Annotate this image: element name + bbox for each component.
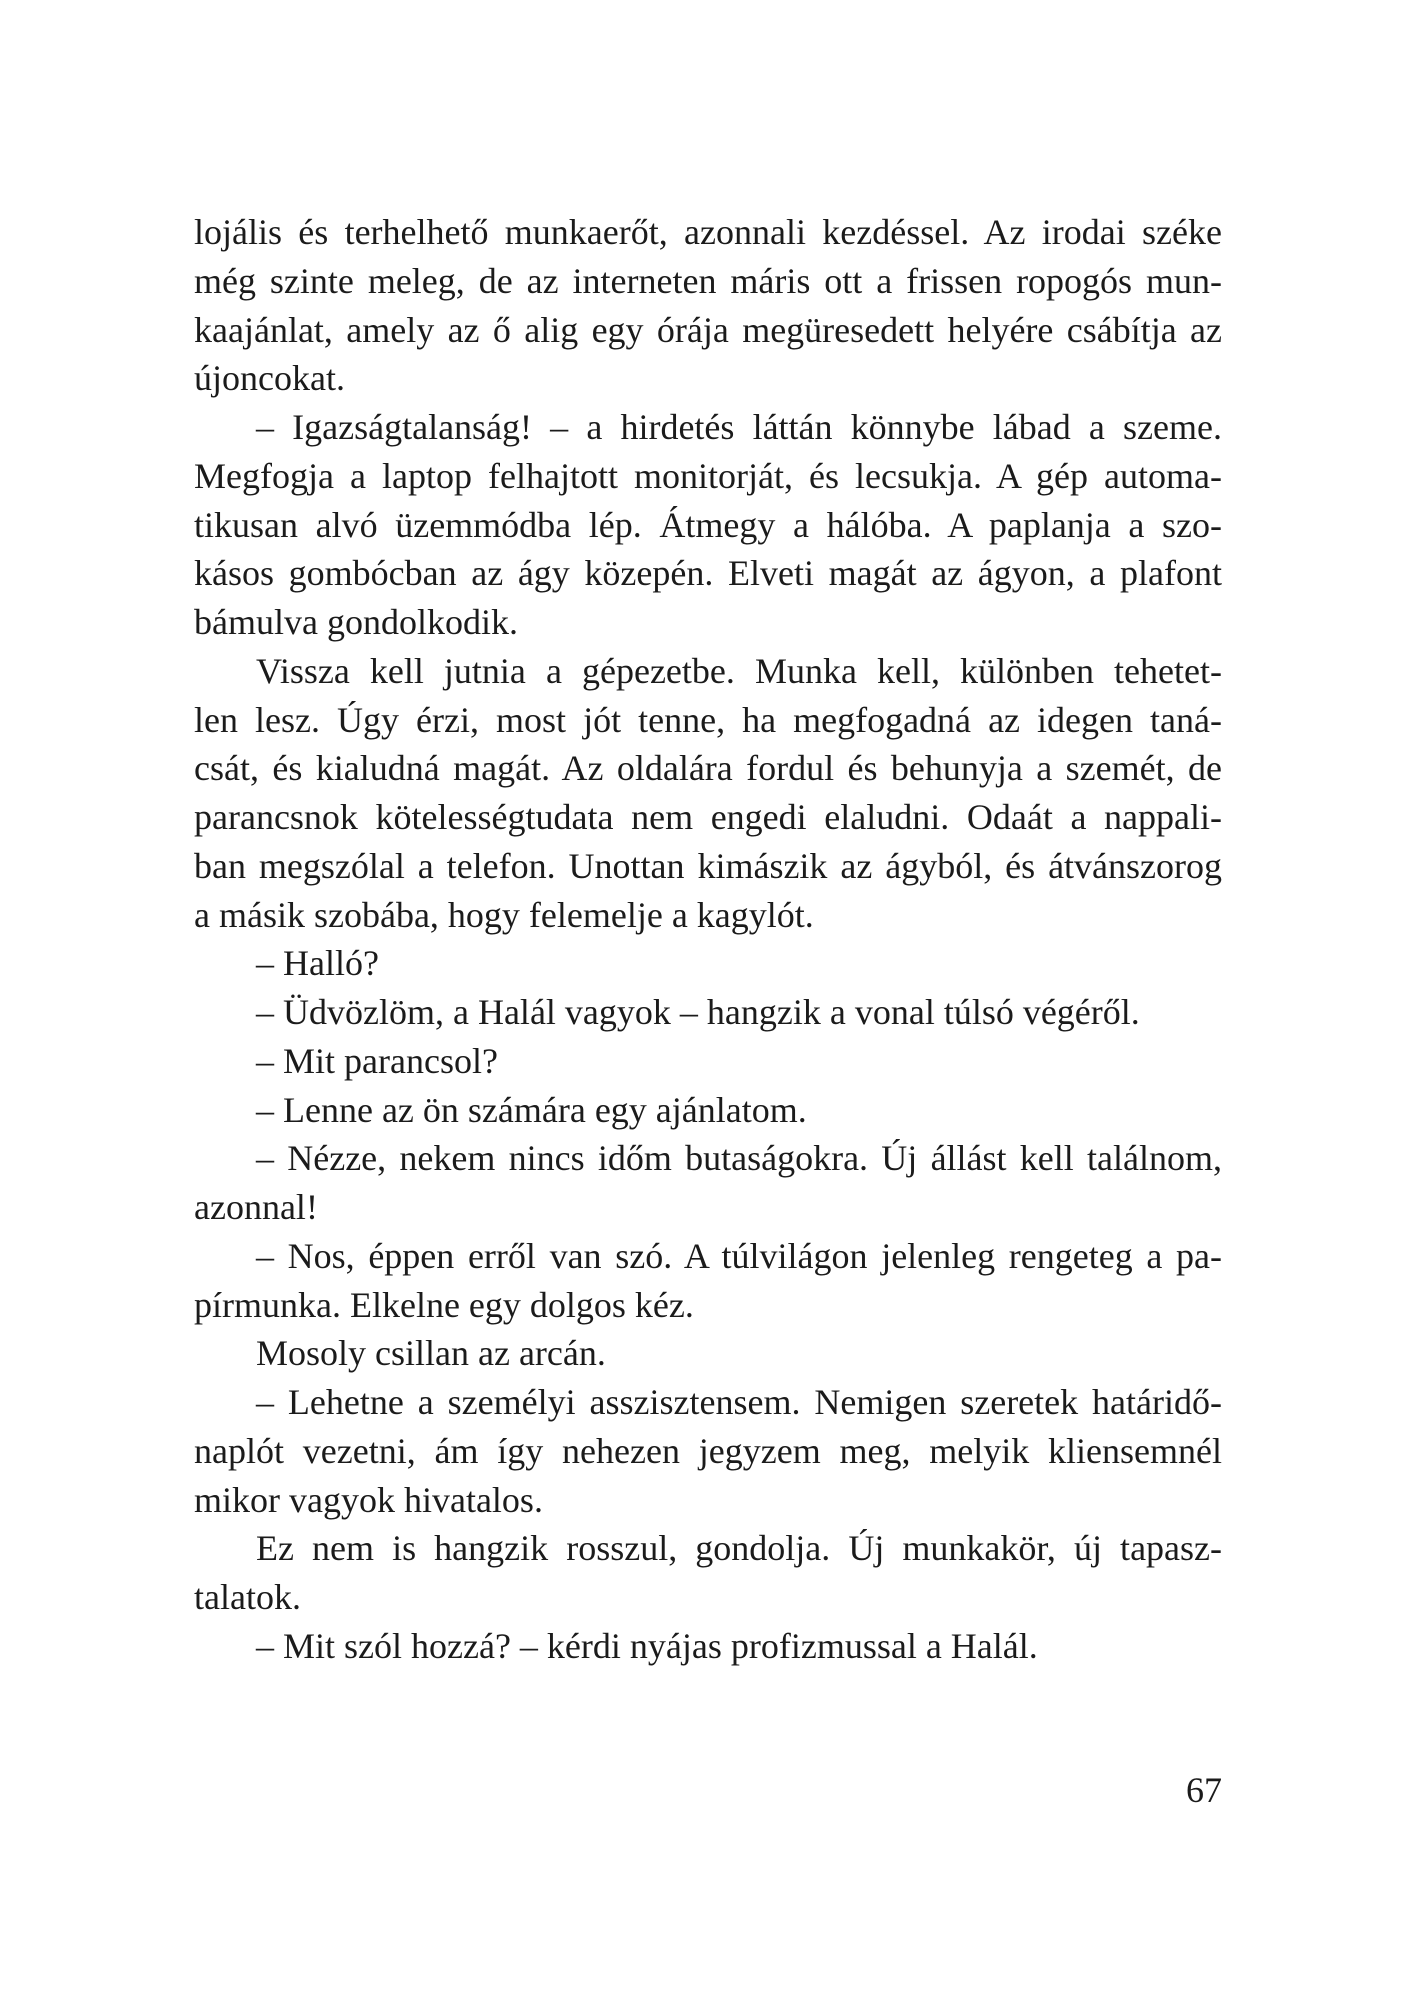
text-line: len lesz. Úgy érzi, most jót tenne, ha megfogadná az idegen taná- (194, 699, 1222, 740)
text-line: talatok. (194, 1577, 301, 1617)
paragraph (194, 988, 1222, 1037)
text-line: bámulva gondolkodik. (194, 602, 518, 642)
paragraph (194, 1378, 1222, 1524)
text-line: Ez nem is hangzik rosszul, gondolja. Új munkakör, új tapasz- (256, 1528, 1222, 1569)
paragraph (194, 1622, 1222, 1671)
body-text (194, 208, 1222, 1671)
text-line: – Mit szól hozzá? – kérdi nyájas profizmussal a Halál. (256, 1625, 1038, 1666)
paragraph (194, 1037, 1222, 1086)
text-line: – Nézze, nekem nincs időm butaságokra. Új állást kell találnom, (256, 1138, 1222, 1179)
text-line: – Lenne az ön számára egy ajánlatom. (256, 1089, 807, 1130)
text-line: Megfogja a laptop felhajtott monitorját, és lecsukja. A gép automa- (194, 455, 1222, 496)
text-line: pírmunka. Elkelne egy dolgos kéz. (194, 1284, 694, 1325)
paragraph (194, 1134, 1222, 1232)
text-line: – Lehetne a személyi asszisztensem. Nemigen szeretek határidő- (256, 1382, 1222, 1422)
paragraph (194, 403, 1222, 647)
text-line: kaajánlat, amely az ő alig egy órája megüresedett helyére csábítja az (194, 309, 1222, 350)
text-line: – Üdvözlöm, a Halál vagyok – hangzik a vonal túlsó végéről. (256, 992, 1140, 1032)
text-line: – Mit parancsol? (256, 1040, 498, 1081)
text-line: Vissza kell jutnia a gépezetbe. Munka kell, különben tehetet- (256, 650, 1222, 691)
text-line: kásos gombócban az ágy közepén. Elveti magát az ágyon, a plafont (194, 553, 1222, 594)
paragraph (194, 647, 1222, 940)
paragraph (194, 939, 1222, 988)
text-line: még szinte meleg, de az interneten máris ott a frissen ropogós mun- (194, 260, 1222, 301)
text-line: Mosoly csillan az arcán. (256, 1333, 606, 1374)
paragraph (194, 1232, 1222, 1330)
text-line: ban megszólal a telefon. Unottan kimászik az ágyból, és átvánszorog (194, 845, 1222, 886)
paragraph (194, 208, 1222, 403)
text-line: csát, és kialudná magát. Az oldalára fordul és behunyja a szemét, de (194, 748, 1222, 789)
text-line: – Halló? (256, 943, 379, 984)
text-line: parancsnok kötelességtudata nem engedi elaludni. Odaát a nappali- (194, 797, 1222, 837)
text-line: a másik szobába, hogy felemelje a kagylót. (194, 894, 814, 935)
page-number: 67 (1186, 1770, 1222, 1810)
text-line: – Igazságtalanság! – a hirdetés láttán könnybe lábad a szeme. (256, 407, 1222, 447)
text-line: tikusan alvó üzemmódba lép. Átmegy a hálóba. A paplanja a szo- (194, 504, 1222, 545)
paragraph (194, 1524, 1222, 1622)
paragraph (194, 1086, 1222, 1135)
text-line: – Nos, éppen erről van szó. A túlvilágon jelenleg rengeteg a pa- (256, 1235, 1222, 1276)
text-line: naplót vezetni, ám így nehezen jegyzem meg, melyik kliensemnél (194, 1430, 1222, 1471)
text-line: lojális és terhelhető munkaerőt, azonnali kezdéssel. Az irodai széke (194, 212, 1222, 252)
text-line: újoncokat. (194, 358, 345, 399)
paragraph (194, 1329, 1222, 1378)
text-line: mikor vagyok hivatalos. (194, 1479, 543, 1520)
text-line: azonnal! (194, 1187, 318, 1227)
